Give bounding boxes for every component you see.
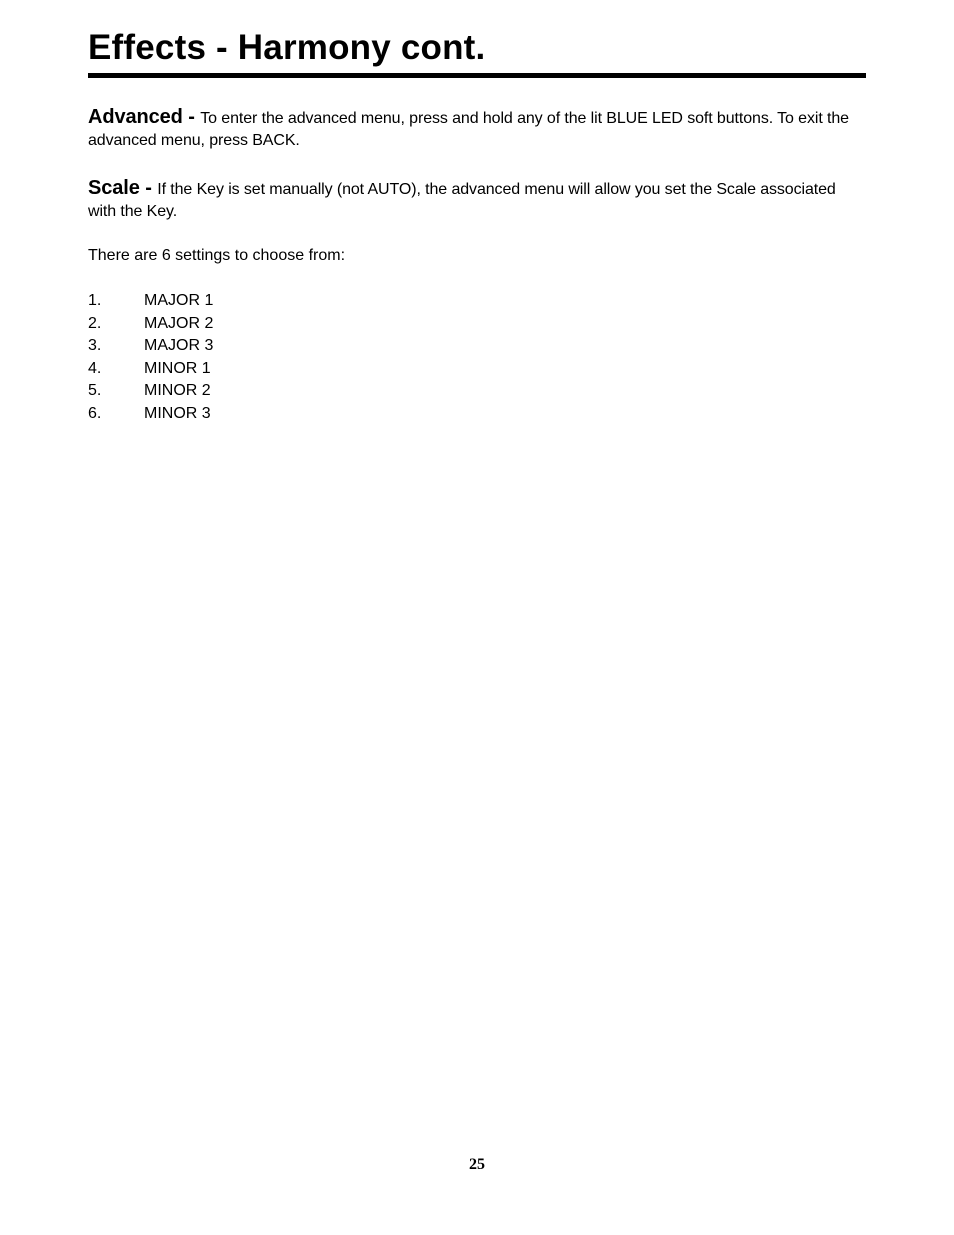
scale-text: If the Key is set manually (not AUTO), the advanced menu will allow you set the Scale associated with the Key. xyxy=(88,181,836,220)
list-item xyxy=(88,403,213,426)
settings-intro: There are 6 settings to choose from: xyxy=(88,247,346,264)
advanced-text: To enter the advanced menu, press and hold any of the lit BLUE LED soft buttons. To exit the advanced menu, press BACK. xyxy=(88,110,849,149)
list-item xyxy=(88,358,213,381)
list-item-label: MAJOR 1 xyxy=(144,292,214,309)
list-item xyxy=(88,313,213,336)
advanced-heading: Advanced - xyxy=(88,106,201,128)
list-item-label: MAJOR 3 xyxy=(144,337,214,355)
list-item-label: MINOR 2 xyxy=(144,382,211,400)
title-rule xyxy=(88,73,866,78)
page-number: 25 xyxy=(469,1156,485,1173)
list-item-number: 6. xyxy=(88,404,102,422)
list-item-number: 1. xyxy=(88,292,102,309)
list-item xyxy=(88,380,213,403)
list-item xyxy=(88,290,213,313)
page-title: Effects - Harmony cont. xyxy=(88,28,486,67)
scale-heading: Scale - xyxy=(88,177,158,199)
list-item-number: 3. xyxy=(88,337,102,355)
list-item-label: MINOR 3 xyxy=(144,404,211,422)
list-item-label: MAJOR 2 xyxy=(144,314,214,332)
list-item-number: 5. xyxy=(88,382,102,400)
scale-settings-list xyxy=(88,290,213,426)
scale-paragraph xyxy=(88,177,858,223)
list-item-label: MINOR 1 xyxy=(144,359,211,377)
list-item xyxy=(88,335,213,358)
advanced-paragraph xyxy=(88,106,858,152)
list-item-number: 4. xyxy=(88,359,102,377)
list-item-number: 2. xyxy=(88,314,102,332)
